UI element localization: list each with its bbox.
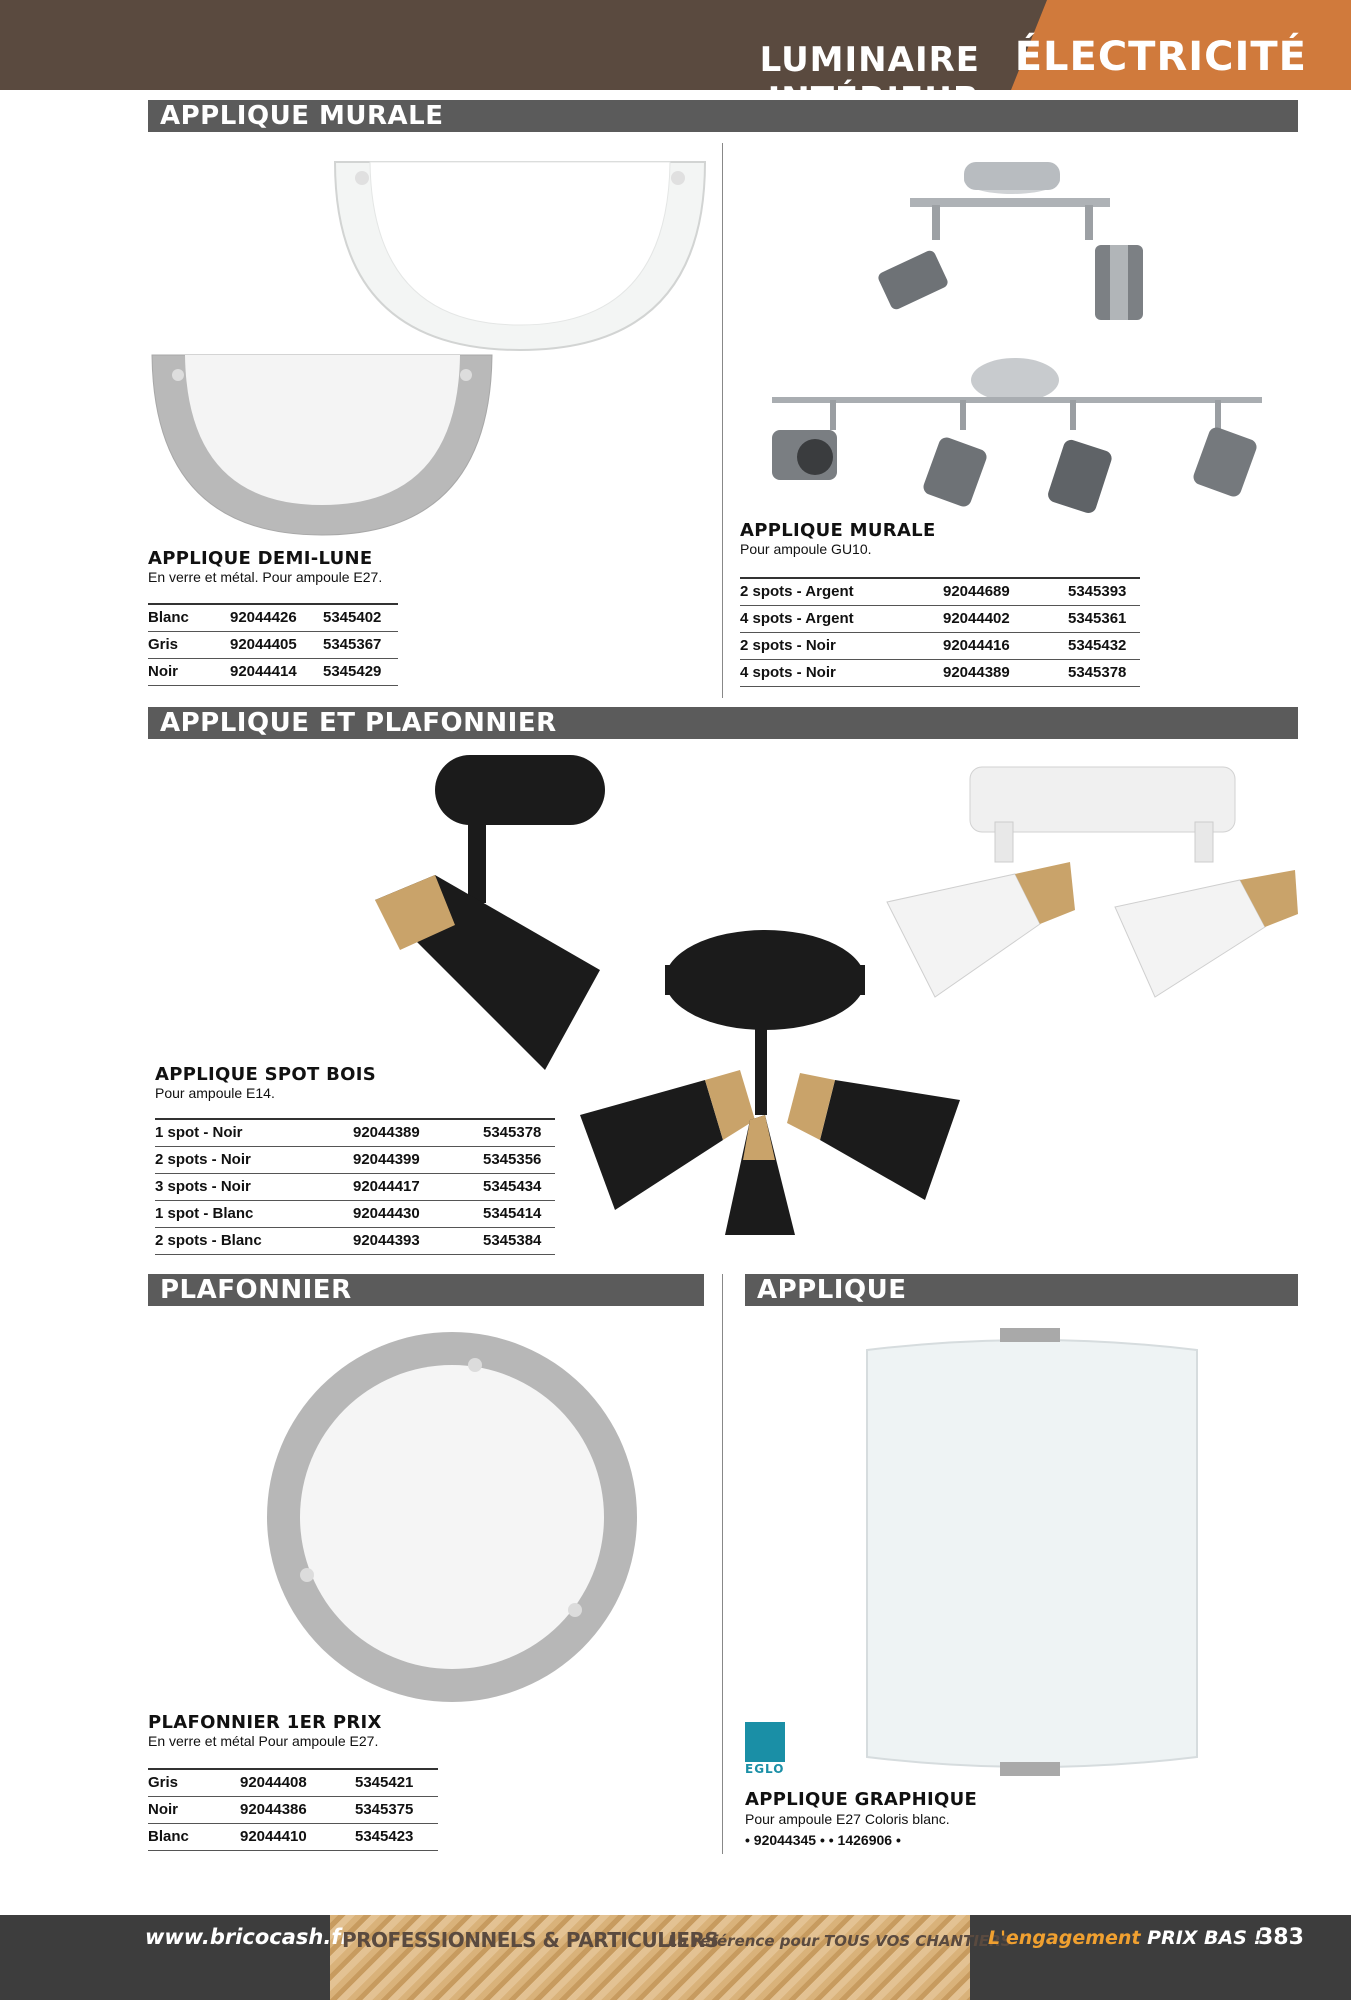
code-cell: 5345432 [1068,632,1140,659]
code-cell: 5345421 [355,1769,438,1796]
demi-lune-grey-photo [150,350,495,540]
product-subtitle-demi-lune: En verre et métal. Pour ampoule E27. [148,569,383,585]
spot-bois-noir-photo [370,750,610,1080]
variant-cell: Gris [148,1769,240,1796]
table-row [740,632,1140,659]
column-divider [722,1274,723,1854]
code-cell: 5345356 [483,1146,555,1173]
table-row [148,658,398,685]
product-title-graphique: APPLIQUE GRAPHIQUE [745,1789,978,1810]
table-row [155,1173,555,1200]
plafonnier-photo [265,1330,640,1705]
ref-cell: 92044426 [230,604,323,631]
ref-cell: 92044689 [943,578,1068,605]
code-cell: 5345402 [323,604,398,631]
code-cell: 5345434 [483,1173,555,1200]
eglo-logo [745,1722,785,1780]
table-row [148,631,398,658]
table-row [740,605,1140,632]
ref-cell: 92044389 [353,1119,483,1146]
variant-cell: Blanc [148,1823,240,1850]
footer-slogan-sub: La référence pour TOUS VOS CHANTIERS [668,1932,1012,1950]
section-title-applique-plafonnier: APPLIQUE ET PLAFONNIER [148,707,1298,739]
code-cell: 5345423 [355,1823,438,1850]
ref-cell: 92044408 [240,1769,355,1796]
table-row [148,604,398,631]
product-subtitle-plafonnier: En verre et métal Pour ampoule E27. [148,1733,379,1749]
product-title-murale: APPLIQUE MURALE [740,520,936,541]
ref-cell: 92044399 [353,1146,483,1173]
variant-cell: Noir [148,658,230,685]
header-category: LUMINAIRE [759,40,980,80]
variant-cell: Noir [148,1796,240,1823]
variant-cell: 2 spots - Noir [155,1146,353,1173]
section-title-applique: APPLIQUE [745,1274,1298,1306]
table-row [148,1769,438,1796]
footer-engagement-prefix: L'engagement [988,1927,1141,1949]
code-cell: 5345361 [1068,605,1140,632]
variant-cell: 1 spot - Blanc [155,1200,353,1227]
page-number: 383 [1258,1925,1304,1950]
code-cell: 5345375 [355,1796,438,1823]
eglo-logo-mark [745,1722,785,1762]
murale-4-spots-photo [770,352,1270,517]
ref-table-demi-lune [148,603,398,686]
table-row [148,1823,438,1850]
ref-table-spot-bois [155,1118,555,1255]
code-cell: 5345367 [323,631,398,658]
section-title-applique-murale: APPLIQUE MURALE [148,100,1298,132]
applique-graphique-photo [865,1325,1200,1780]
ref-cell: 92044430 [353,1200,483,1227]
product-subtitle-spot-bois: Pour ampoule E14. [155,1085,275,1101]
spot-bois-2-spots-blanc-photo [885,762,1305,1007]
table-row [148,1796,438,1823]
code-cell: 5345393 [1068,578,1140,605]
ref-cell: 92044405 [230,631,323,658]
variant-cell: 2 spots - Argent [740,578,943,605]
variant-cell: 3 spots - Noir [155,1173,353,1200]
ref-table-murale [740,577,1140,687]
product-title-demi-lune: APPLIQUE DEMI-LUNE [148,548,373,569]
code-cell: 5345378 [1068,659,1140,686]
variant-cell: 1 spot - Noir [155,1119,353,1146]
product-title-plafonnier: PLAFONNIER 1ER PRIX [148,1712,382,1733]
eglo-logo-text: EGLO [745,1762,785,1776]
variant-cell: 4 spots - Argent [740,605,943,632]
ref-cell: 92044393 [353,1227,483,1254]
ref-cell: 92044410 [240,1823,355,1850]
code-cell: 5345429 [323,658,398,685]
table-row [155,1119,555,1146]
variant-cell: Blanc [148,604,230,631]
footer-website[interactable]: www.bricocash.fr [145,1925,351,1949]
product-refs-graphique: • 92044345 • • 1426906 • [745,1832,901,1848]
ref-cell: 92044386 [240,1796,355,1823]
footer-engagement [988,1927,1262,1949]
table-row [740,578,1140,605]
table-row [740,659,1140,686]
product-subtitle-graphique: Pour ampoule E27 Coloris blanc. [745,1811,950,1827]
header-section: ÉLECTRICITÉ [1014,34,1307,80]
ref-cell: 92044417 [353,1173,483,1200]
ref-cell: 92044414 [230,658,323,685]
demi-lune-white-photo [330,150,710,360]
product-subtitle-murale: Pour ampoule GU10. [740,541,872,557]
variant-cell: 2 spots - Blanc [155,1227,353,1254]
murale-2-spots-photo [870,150,1170,350]
code-cell: 5345378 [483,1119,555,1146]
footer-slogan-main: PROFESSIONNELS & PARTICULIERS [342,1928,719,1952]
code-cell: 5345414 [483,1200,555,1227]
ref-cell: 92044402 [943,605,1068,632]
ref-cell: 92044416 [943,632,1068,659]
variant-cell: Gris [148,631,230,658]
footer-engagement-strong: PRIX BAS ! [1147,1927,1263,1949]
variant-cell: 2 spots - Noir [740,632,943,659]
product-title-spot-bois: APPLIQUE SPOT BOIS [155,1064,377,1085]
code-cell: 5345384 [483,1227,555,1254]
column-divider [722,143,723,698]
ref-cell: 92044389 [943,659,1068,686]
table-row [155,1227,555,1254]
ref-table-plafonnier [148,1768,438,1851]
section-title-plafonnier: PLAFONNIER [148,1274,704,1306]
table-row [155,1146,555,1173]
table-row [155,1200,555,1227]
variant-cell: 4 spots - Noir [740,659,943,686]
